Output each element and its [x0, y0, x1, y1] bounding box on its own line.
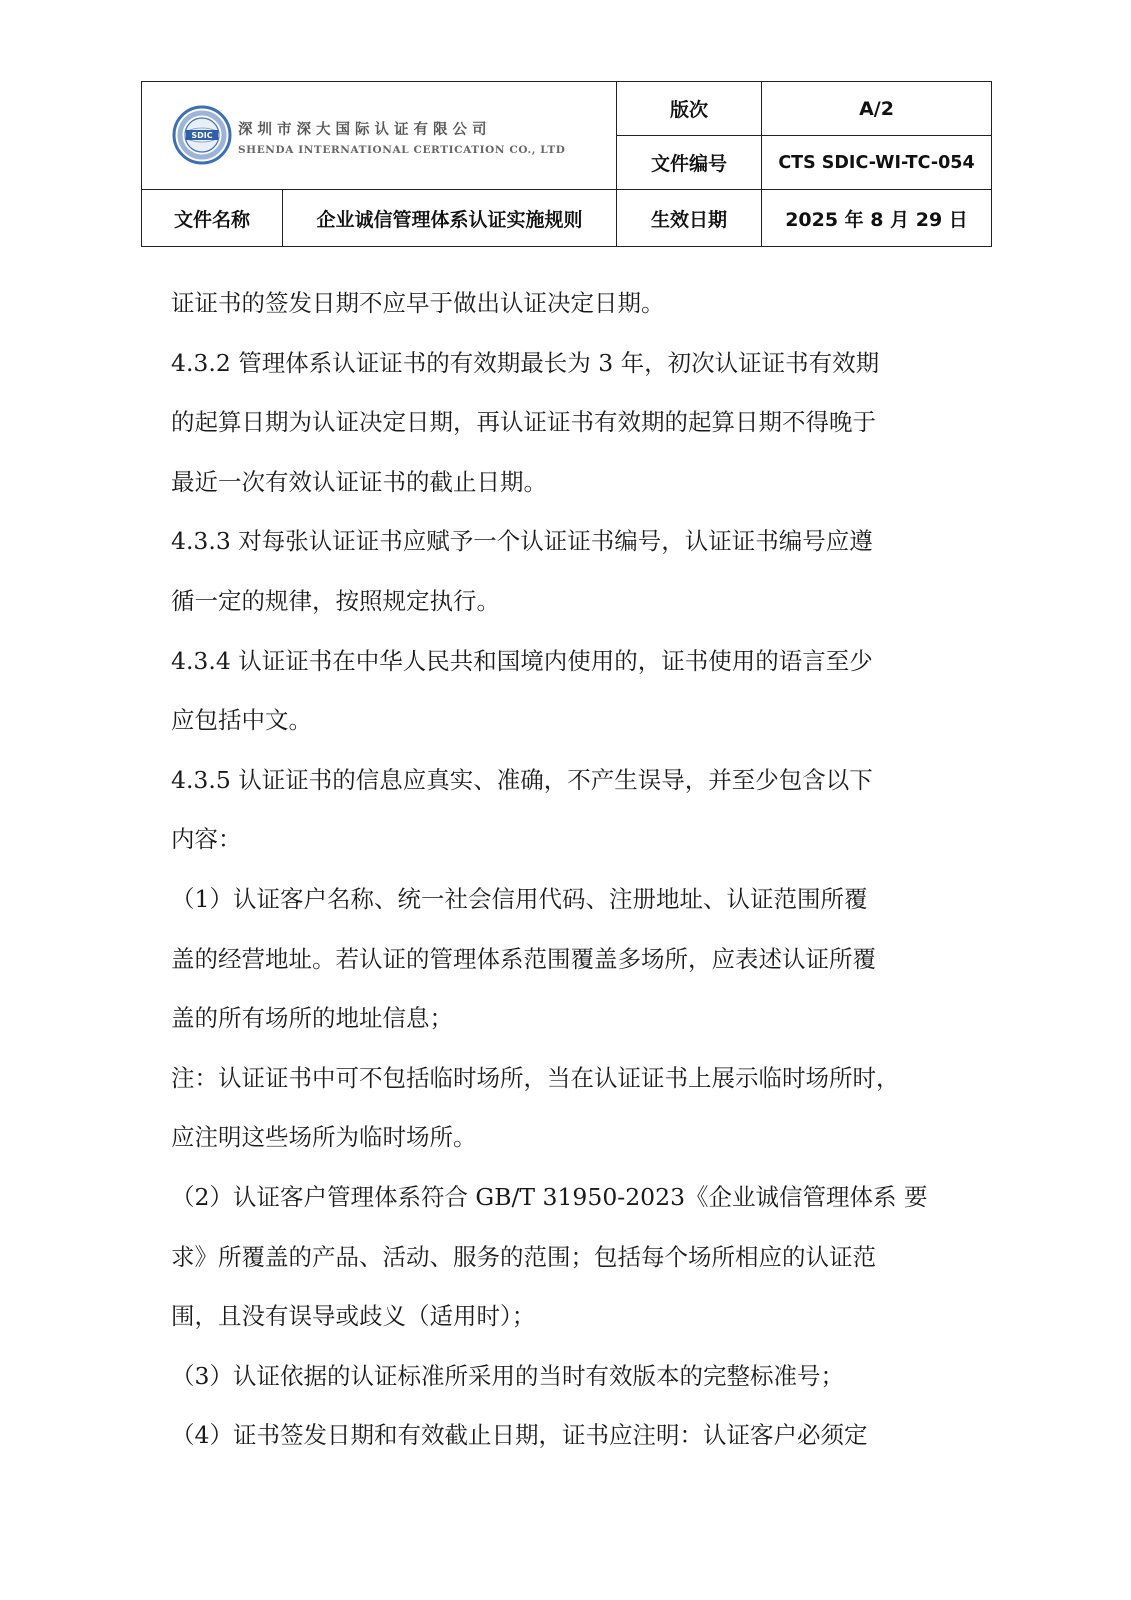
company-name-cn: 深圳市深大国际认证有限公司 [238, 122, 492, 138]
body-line: 证证书的签发日期不应早于做出认证决定日期。 [171, 289, 665, 317]
company-name-en: SHENDA INTERNATIONAL CERTICATION CO., LTD [238, 144, 566, 156]
effective-date-label: 生效日期 [617, 190, 762, 247]
body-line: 注：认证证书中可不包括临时场所，当在认证证书上展示临时场所时， [171, 1063, 900, 1092]
body-line: （4）证书签发日期和有效截止日期，证书应注明：认证客户必须定 [171, 1421, 868, 1450]
body-line: 盖的所有场所的地址信息； [171, 1004, 453, 1033]
body-line: 应注明这些场所为临时场所。 [171, 1123, 477, 1152]
company-logo [172, 104, 592, 174]
body-line: 围，且没有误导或歧义（适用时）； [171, 1302, 536, 1331]
body-line: 内容： [171, 825, 242, 854]
body-line: 4.3.4 认证证书在中华人民共和国境内使用的，证书使用的语言至少 [171, 646, 873, 675]
sdic-emblem-icon [172, 104, 232, 166]
body-line: 循一定的规律，按照规定执行。 [171, 586, 500, 615]
body-line: 的起算日期为认证决定日期，再认证证书有效期的起算日期不得晚于 [171, 408, 876, 437]
emblem-text: SDIC [191, 131, 213, 141]
document-header-table [141, 81, 992, 247]
version-label: 版次 [617, 82, 762, 136]
company-logo-cell [142, 82, 617, 190]
body-line: 4.3.3 对每张认证证书应赋予一个认证证书编号，认证证书编号应遵 [171, 527, 873, 556]
doc-number-value: CTS SDIC-WI-TC-054 [762, 136, 992, 190]
doc-number-label: 文件编号 [617, 136, 762, 190]
body-line: 最近一次有效认证证书的截止日期。 [171, 467, 547, 496]
effective-date-value: 2025 年 8 月 29 日 [762, 190, 992, 247]
document-body [171, 274, 971, 1466]
body-line: 4.3.5 认证证书的信息应真实、准确，不产生误导，并至少包含以下 [171, 765, 873, 794]
body-line: 盖的经营地址。若认证的管理体系范围覆盖多场所，应表述认证所覆 [171, 944, 876, 973]
body-line: （1）认证客户名称、统一社会信用代码、注册地址、认证范围所覆 [171, 884, 868, 913]
body-line: 应包括中文。 [171, 706, 312, 735]
body-line: 求》所覆盖的产品、活动、服务的范围；包括每个场所相应的认证范 [171, 1242, 876, 1271]
body-line: （3）认证依据的认证标准所采用的当时有效版本的完整标准号； [171, 1361, 844, 1390]
body-line: 4.3.2 管理体系认证证书的有效期最长为 3 年，初次认证证书有效期 [171, 348, 880, 377]
doc-name-label: 文件名称 [142, 190, 283, 247]
doc-name-value: 企业诚信管理体系认证实施规则 [283, 190, 617, 247]
version-value: A/2 [762, 82, 992, 136]
body-line: （2）认证客户管理体系符合 GB/T 31950-2023《企业诚信管理体系 要 [171, 1182, 928, 1211]
